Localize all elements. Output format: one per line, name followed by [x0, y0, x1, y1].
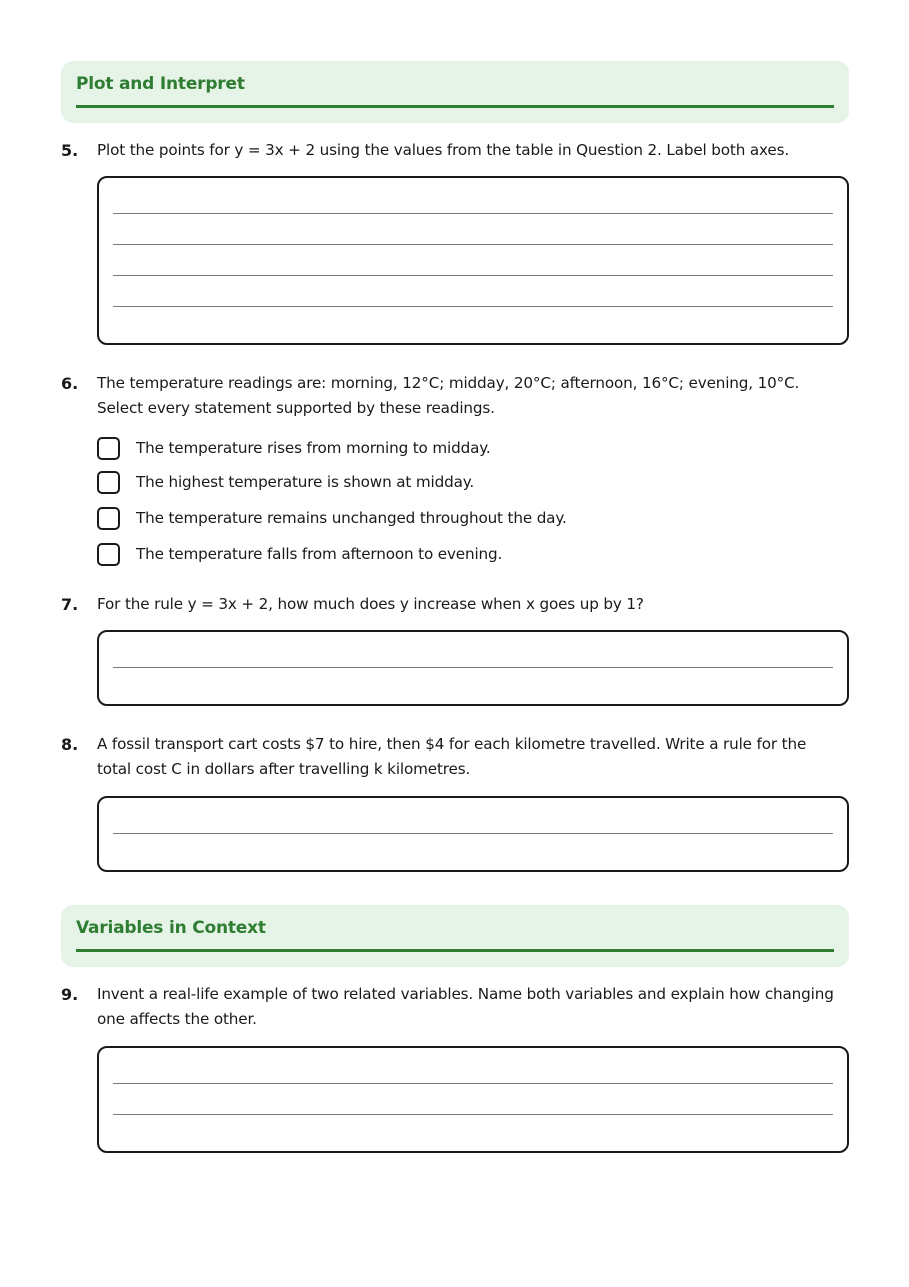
section-header-variables-in-context — [61, 905, 849, 967]
section-title: Plot and Interpret — [76, 74, 245, 94]
question-text-8: A fossil transport cart costs $7 to hire, then $4 for each kilometre travelled. Write a rule for the total cost C in dollars after travelling k kilometres. — [97, 735, 807, 778]
checkbox[interactable] — [97, 507, 120, 530]
question-number-8: 8. — [61, 735, 79, 754]
question-number-6: 6. — [61, 374, 79, 393]
answer-line — [113, 275, 833, 276]
answer-line — [113, 1083, 833, 1084]
checkbox[interactable] — [97, 437, 120, 460]
answer-line — [113, 244, 833, 245]
option-label: The temperature falls from afternoon to evening. — [136, 545, 503, 563]
answer-line — [113, 667, 833, 668]
question-number-9: 9. — [61, 985, 79, 1004]
answer-line — [113, 213, 833, 214]
option-label: The temperature rises from morning to midday. — [136, 439, 491, 457]
answer-line — [113, 306, 833, 307]
checkbox[interactable] — [97, 543, 120, 566]
option-label: The temperature remains unchanged throughout the day. — [136, 509, 567, 527]
section-title: Variables in Context — [76, 918, 266, 938]
option-label: The highest temperature is shown at midday. — [136, 473, 475, 491]
section-divider — [76, 949, 834, 952]
answer-box-8[interactable] — [97, 796, 849, 872]
question-number-7: 7. — [61, 595, 79, 614]
answer-box-5[interactable] — [97, 176, 849, 345]
question-text-6: The temperature readings are: morning, 12°C; midday, 20°C; afternoon, 16°C; evening, 10°C. Select every statement supported by these readings. — [97, 374, 800, 417]
answer-box-9[interactable] — [97, 1046, 849, 1153]
answer-line — [113, 1114, 833, 1115]
checkbox[interactable] — [97, 471, 120, 494]
section-divider — [76, 105, 834, 108]
question-text-7: For the rule y = 3x + 2, how much does y increase when x goes up by 1? — [97, 595, 644, 613]
answer-line — [113, 833, 833, 834]
question-text-9: Invent a real-life example of two related variables. Name both variables and explain how changing one affects the other. — [97, 985, 834, 1028]
question-number-5: 5. — [61, 141, 79, 160]
answer-box-7[interactable] — [97, 630, 849, 706]
question-text-5: Plot the points for y = 3x + 2 using the values from the table in Question 2. Label both axes. — [97, 141, 790, 159]
section-header-plot-and-interpret — [61, 61, 849, 123]
